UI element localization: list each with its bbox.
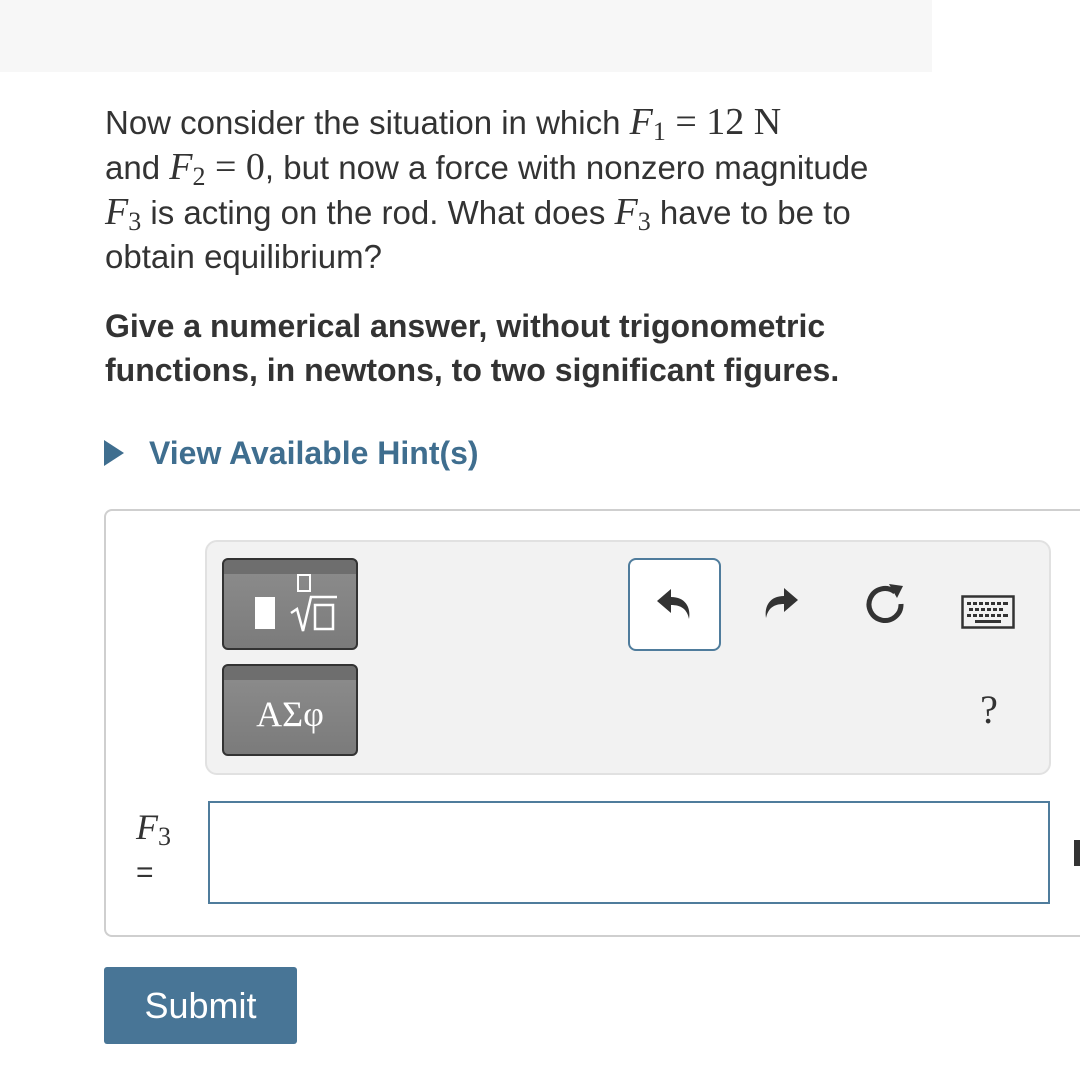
reset-icon [861,580,909,628]
help-button[interactable]: ? [980,687,998,732]
f3-math: $F_3$ [105,191,142,236]
view-hints-toggle[interactable] [104,432,479,474]
keyboard-icon [961,595,1015,629]
reset-button[interactable] [855,574,915,634]
units-cursor-mark [1074,840,1080,866]
question-line2: and [105,149,170,186]
question-line4-rest: have to be to obtain equilibrium? [105,194,851,275]
f3b-math: $F_3$ [614,191,651,236]
answer-instructions: Give a numerical answer, without trigonometric functions, in newtons, to two significant figures. [105,308,840,388]
answer-input[interactable] [208,801,1050,904]
f1-math: $F_1 = 12$ N [629,101,782,146]
top-banner [0,0,932,72]
caret-right-icon [104,440,124,466]
fraction-root-template-icon [235,569,345,639]
answer-variable-label: $F_3$ [136,807,171,851]
submit-button[interactable]: Submit [104,967,297,1044]
redo-button[interactable] [750,574,810,634]
keyboard-button[interactable] [958,582,1018,642]
question-text [105,100,905,279]
answer-equals-sign: = [136,856,154,889]
templates-button[interactable] [222,558,358,650]
redo-icon [758,584,802,624]
undo-button[interactable] [628,558,721,651]
question-line3-rest: is acting on the rod. What does [141,194,615,231]
greek-symbols-button[interactable] [222,664,358,756]
undo-icon [653,585,697,625]
f2-math: $F_2 = 0$ [169,146,265,191]
view-hints-label: View Available Hint(s) [149,434,479,471]
question-line2-rest: , but now a force with nonzero magnitude [264,149,869,186]
question-line1: Now consider the situation in which [105,104,630,141]
greek-symbols-label: ΑΣφ [256,694,324,734]
